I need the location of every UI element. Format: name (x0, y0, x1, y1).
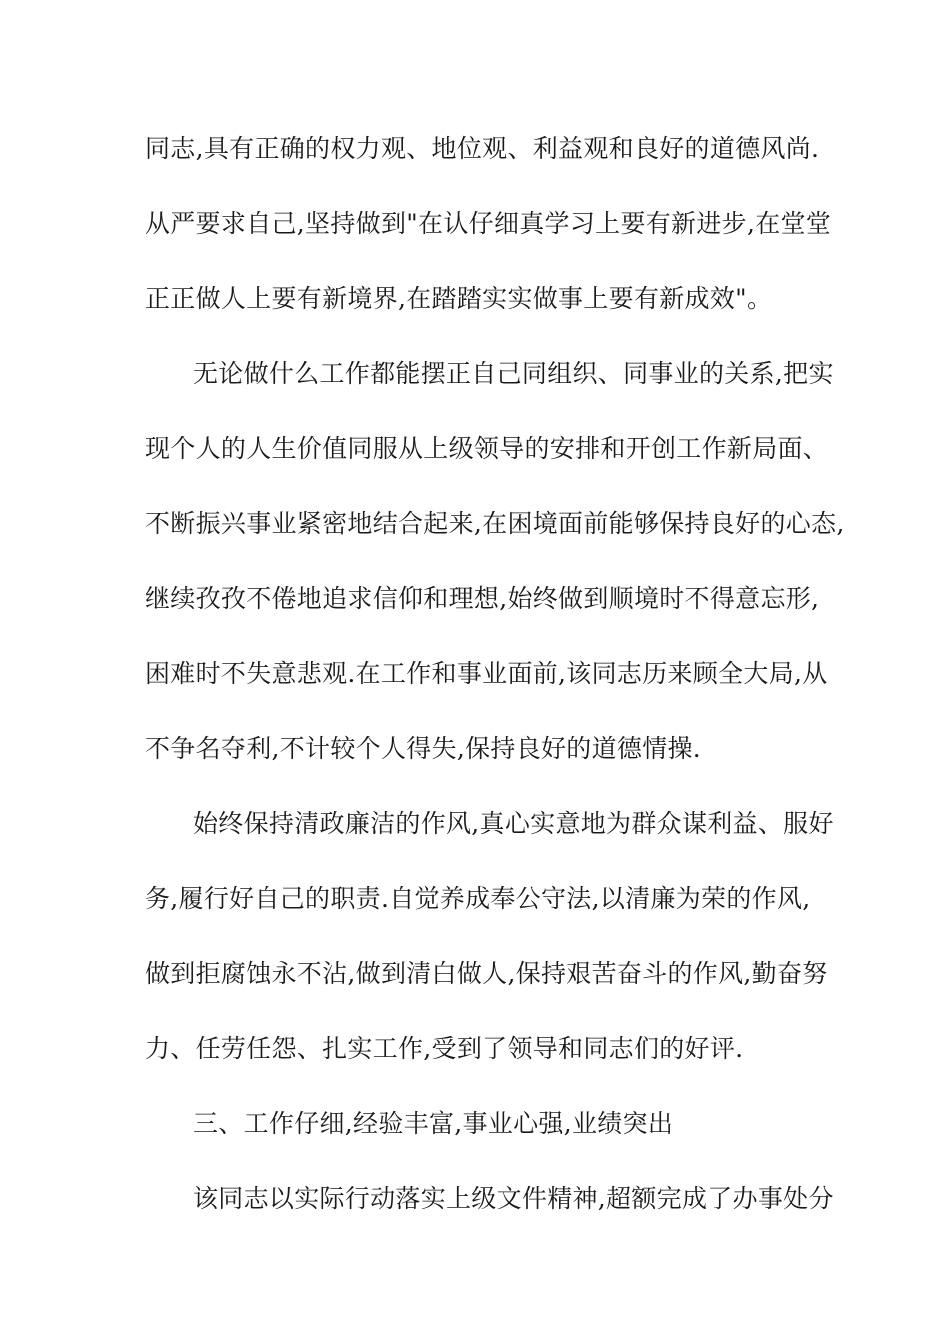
text-line-11: 务,履行好自己的职责.自觉养成奉公守法,以清廉为荣的作风, (145, 884, 811, 913)
paragraph-start-line-4: 无论做什么工作都能摆正自己同组织、同事业的关系,把实 (193, 359, 834, 388)
text-line-3: 正正做人上要有新境界,在踏踏实实做事上要有新成效"。 (145, 284, 773, 313)
section-heading: 三、工作仔细,经验丰富,事业心强,业绩突出 (193, 1109, 674, 1138)
text-line-12: 做到拒腐蚀永不沾,做到清白做人,保持艰苦奋斗的作风,勤奋努 (145, 959, 828, 988)
text-line-5: 现个人的人生价值同服从上级领导的安排和开创工作新局面、 (145, 434, 829, 463)
paragraph-start-line-15: 该同志以实际行动落实上级文件精神,超额完成了办事处分 (193, 1184, 834, 1213)
text-line-13: 力、任劳任怨、扎实工作,受到了领导和同志们的好评. (145, 1034, 744, 1063)
text-line-7: 继续孜孜不倦地追求信仰和理想,始终做到顺境时不得意忘形, (145, 584, 820, 613)
text-line-9: 不争名夺利,不计较个人得失,保持良好的道德情操. (145, 734, 702, 763)
text-line-2: 从严要求自己,坚持做到"在认仔细真学习上要有新进步,在堂堂 (145, 209, 832, 238)
text-line-6: 不断振兴事业紧密地结合起来,在困境面前能够保持良好的心态, (145, 509, 845, 538)
text-line-8: 困难时不失意悲观.在工作和事业面前,该同志历来顾全大局,从 (145, 659, 828, 688)
paragraph-start-line-10: 始终保持清政廉洁的作风,真心实意地为群众谋利益、服好 (193, 809, 834, 838)
text-line-1: 同志,具有正确的权力观、地位观、利益观和良好的道德风尚. (145, 134, 820, 163)
